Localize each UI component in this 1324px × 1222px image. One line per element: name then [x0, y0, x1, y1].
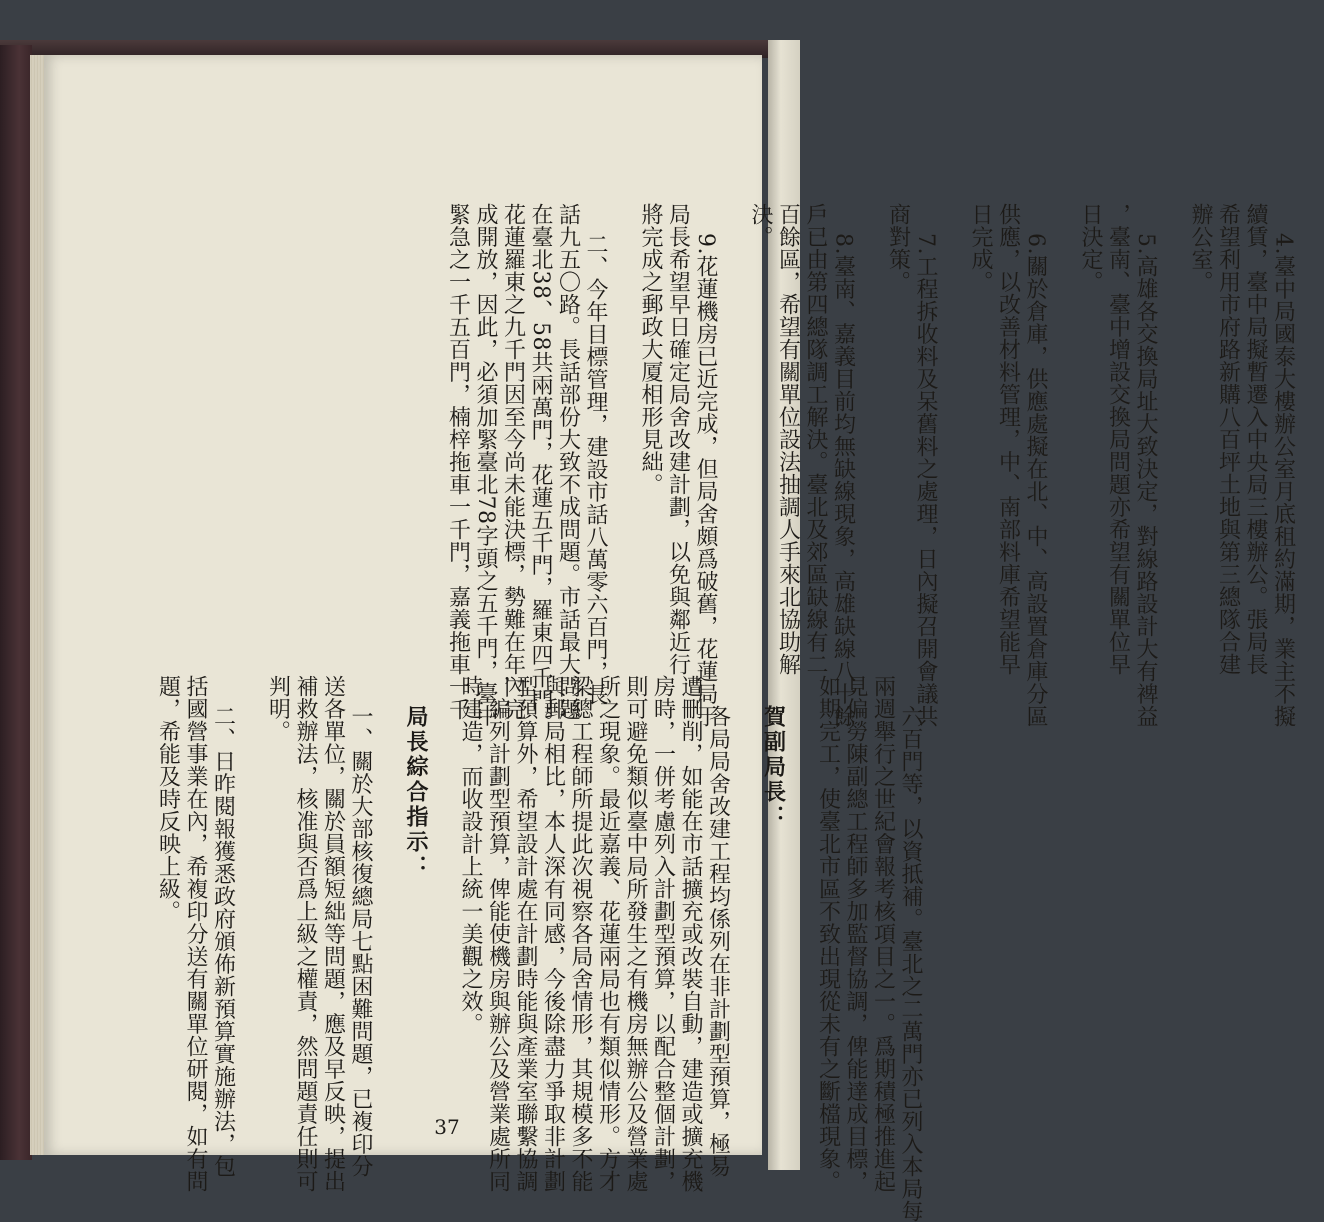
instruction-two: 二、日昨閱報獲悉政府頒佈新預算實施辦法，包 括國營事業在內，希複印分送有關單位研閱，如有問 題，希能及時反映上級。: [155, 675, 236, 1193]
item-8: 8.臺南、嘉義目前均無缺線現象，高雄缺線八十餘 戶已由第四總隊調工解決。臺北及郊區缺線有二 百餘區，希望有關單位設法抽調人手來北協助解 決。: [748, 203, 856, 728]
document-page: [44, 55, 1296, 1222]
point-2: 二、今年目標管理，建設市話八萬零六百門，長 話九五〇路。長話部份大致不成問題。市話最大問題 在臺北38、58共兩萬門，花蓮五千門，羅東四千門。 花蓮羅東之九千門因至今尚未能決標，勢難在年內完 成開放，因此，必須加緊臺北78字頭之五千門，臺中 緊急之一千五百門，楠梓拖車一千門，嘉義拖車一千: [445, 203, 608, 734]
heading-director-instructions: 局長綜合指示：: [403, 704, 428, 880]
item-4: 4.臺中局國泰大樓辦公室月底租約滿期，業主不擬 續賃，臺中局擬暫遷入中央局三樓辦公。張局長 希望利用市府路新購八百坪土地與第三總隊合建 辦公室。: [1188, 203, 1296, 728]
book-cover-spine: [0, 45, 32, 1160]
item-5: 5.高雄各交換局址大致決定，對線路設計大有裨益 ，臺南、臺中增設交換局問題亦希望有關單位早 日決定。: [1078, 203, 1158, 728]
lower-text-block: [99, 675, 952, 1222]
continuation-paragraph: 六百門等，以資抵補。臺北之二萬門亦已列入本局每 兩週舉行之世紀會報考核項目之一。爲期積極推進起 見偏勞陳副總工程師多加監督協調，俾能達成目標， 如期完工，使臺北市區不致出現從未有之斷檔現象。: [815, 675, 923, 1222]
instruction-one: 一、關於大部核復總局七點困難問題，已複印分 送各單位，關於員額短絀等問題，應及早反映，提出 補救辦法，核准與否爲上級之權責，然問題責任則可 判明。: [265, 675, 373, 1193]
item-9: 9.花蓮機房已近完成，但局舍頗爲破舊，花蓮局于 局長希望早日確定局舍改建計劃，以免與鄰近行 將完成之郵政大厦相形見絀。: [638, 203, 718, 728]
deputy-director-paragraph: 各局局舍改建工程均係列在非計劃型預算，極易 遭刪削，如能在市話擴充或改裝自動，建造或擴充機 房時，一併考慮列入計劃型預算，以配合整個計劃， 則可避免類似臺中局所發生之有機房無辦公及營業處 所之現象。最近嘉義、花蓮兩局也有類似情形。方才 梁總工程師所提此次視察各局舍情形，其規模多不能 與郵局相比，本人深有同感，今後除盡力爭取非計劃 型預算外，希望設計處在計劃時能與產業室聯繫協調 ，編列計劃型預算，俾能使機房與辦公及營業處所同 時建造，而收設計上統一美觀之效。: [458, 675, 731, 1193]
item-7: 7.工程拆收料及呆舊料之處理，日內擬召開會議共 商對策。: [885, 203, 938, 728]
heading-deputy-director: 賀副局長：: [760, 704, 786, 830]
item-6: 6.關於倉庫，供應處擬在北、中、高設置倉庫分區 供應，以改善材料管理，中、南部料庫希望能早 日完成。: [968, 203, 1048, 728]
page-number: 37: [434, 1115, 460, 1139]
upper-text-block: [389, 203, 1324, 734]
